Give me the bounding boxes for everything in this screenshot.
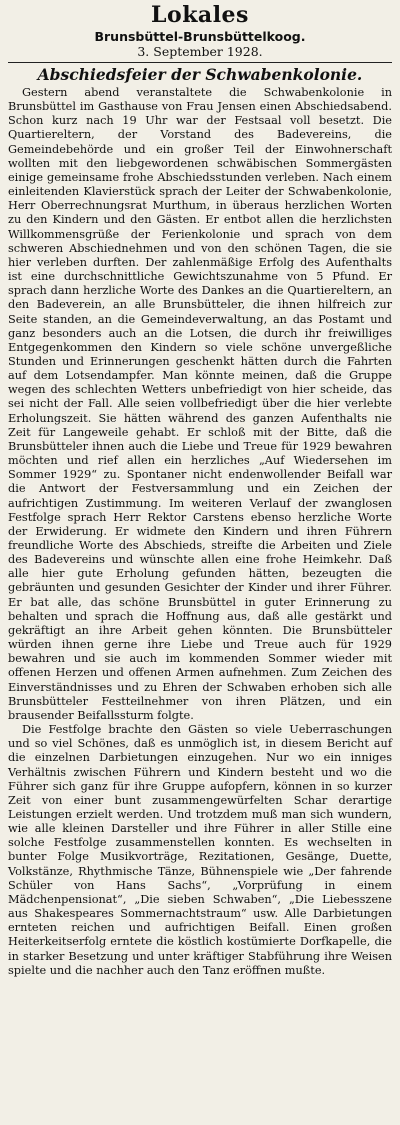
- newspaper-clipping: [8, 0, 392, 978]
- dateline-place: Brunsbüttel-Brunsbüttelkoog.: [94, 29, 306, 44]
- article-headline: Abschiedsfeier der Schwabenkolonie.: [37, 65, 363, 84]
- dateline-date: 3. September 1928.: [137, 44, 263, 59]
- article-paragraph: Die Festfolge brachte den Gästen so viele Ueberraschungen und so viel Schönes, daß es unmöglich ist, in diesem Bericht auf die einzelnen Darbietungen einzugehen. Nur wo ein inniges Verhältnis zwischen Führern und Kindern besteht und wo die Führer sich ganz für ihre Gruppe aufopfern, können in so kurzer Zeit von einer bunt zusammengewürfelten Schar derartige Leistungen erzielt werden. Und trotzdem muß man sich wundern, wie alle kleinen Darsteller und ihre Führer in aller Stille eine solche Festfolge zusammenstellen konnten. Es wechselten in bunter Folge Musikvorträge, Rezitationen, Gesänge, Duette, Volkstänze, Rhythmische Tänze, Bühnenspiele wie „Der fahrende Schüler von Hans Sachs“, „Vorprüfung in einem Mädchenpensionat“, „Die sieben Schwaben“, „Die Liebesszene aus Shakespeares Sommernachtstraum“ usw. Alle Darbietungen ernteten reichen und aufrichtigen Beifall. Einen großen Heiterkeitserfolg erntete die köstlich kostümierte Dorfkapelle, die in starker Besetzung und unter kräftiger Stabführung ihre Weisen spielte und die nachher auch den Tanz eröffnen mußte.: [8, 723, 392, 977]
- divider-rule: [8, 62, 392, 63]
- article-body: [8, 86, 392, 978]
- section-title: Lokales: [151, 2, 249, 28]
- article-paragraph: Gestern abend veranstaltete die Schwabenkolonie in Brunsbüttel im Gasthause von Frau Jensen einen Abschiedsabend. Schon kurz nach 19 Uhr war der Festsaal voll besetzt. Die Quartiereltern, der Vorstand des Badevereins, die Gemeindebehörde und ein großer Teil der Einwohnerschaft wollten mit den liebgewordenen schwäbischen Sommergästen einige gemeinsame frohe Abschiedsstunden verleben. Nach einem einleitenden Klavierstück sprach der Leiter der Schwabenkolonie, Herr Oberrechnungsrat Murthum, in überaus herzlichen Worten zu den Kindern und den Gästen. Er entbot allen die herzlichsten Willkommensgrüße der Ferienkolonie und sprach von dem schweren Abschiednehmen und von den schönen Tagen, die sie hier verleben durften. Der zahlenmäßige Erfolg des Aufenthalts ist eine durchschnittliche Gewichtszunahme von 5 Pfund. Er sprach dann herzliche Worte des Dankes an die Quartiereltern, an den Badeverein, an alle Brunsbütteler, die ihnen hilfreich zur Seite standen, an die Gemeindeverwaltung, an das Postamt und ganz besonders auch an die Lotsen, die durch ihr freiwilliges Entgegenkommen den Kindern so viele schöne unvergeßliche Stunden und Erinnerungen geschenkt hätten durch die Fahrten auf dem Lotsendampfer. Man könnte meinen, daß die Gruppe wegen des schlechten Wetters unbefriedigt von hier scheide, das sei nicht der Fall. Alle seien vollbefriedigt über die hier verlebte Erholungszeit. Sie hätten während des ganzen Aufenthalts nie Zeit für Langeweile gehabt. Er schloß mit der Bitte, daß die Brunsbütteler ihnen auch die Liebe und Treue für 1929 bewahren möchten und rief allen ein herzliches „Auf Wiedersehen im Sommer 1929“ zu. Spontaner nicht endenwollender Beifall war die Antwort der Festversammlung und ein Zeichen der aufrichtigen Zustimmung. Im weiteren Verlauf der zwanglosen Festfolge sprach Herr Rektor Carstens ebenso herzliche Worte der Erwiderung. Er widmete den Kindern und ihren Führern freundliche Worte des Abschieds, streifte die Arbeiten und Ziele des Badevereins und wünschte allen eine frohe Heimkehr. Daß alle hier gute Erholung gefunden hätten, bezeugten die gebräunten und gesunden Gesichter der Kinder und ihrer Führer. Er bat alle, das schöne Brunsbüttel in guter Erinnerung zu behalten und sprach die Hoffnung aus, daß alle gestärkt und gekräftigt an ihre Arbeit gehen könnten. Die Brunsbütteler würden ihnen gerne ihre Liebe und Treue auch für 1929 bewahren und sie auch im kommenden Sommer wieder mit offenen Herzen und offenen Armen aufnehmen. Zum Zeichen des Einverständnisses und zu Ehren der Schwaben erhoben sich alle Brunsbütteler Festteilnehmer von ihren Plätzen, und ein brausender Beifallssturm folgte.: [8, 86, 392, 722]
